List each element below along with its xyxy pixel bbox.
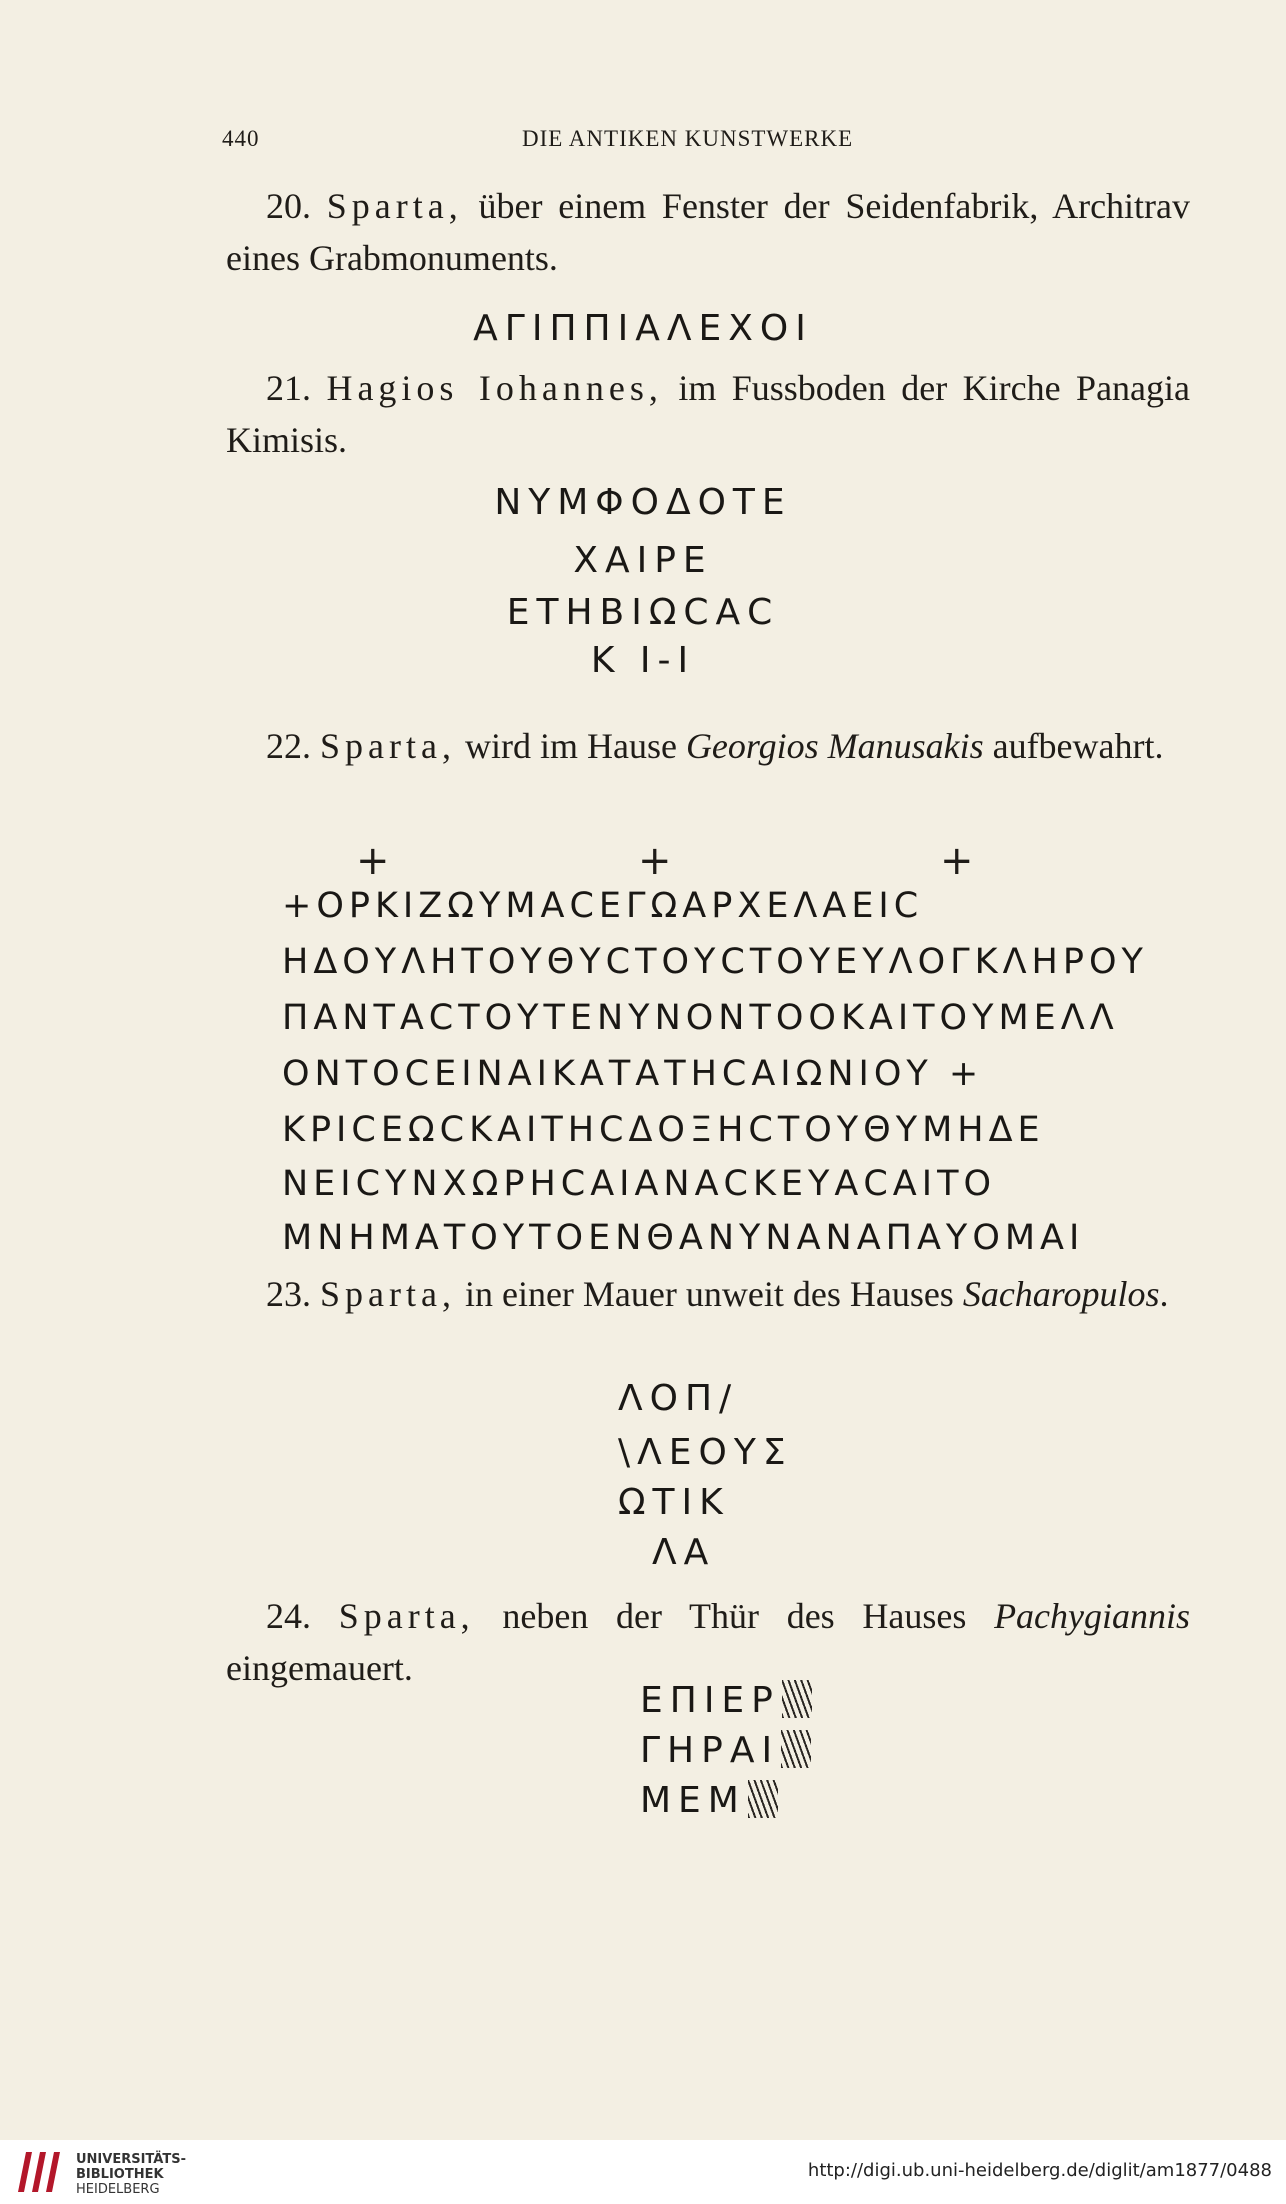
entry-23 xyxy=(226,1268,1190,1320)
entry-number: 21. xyxy=(266,368,311,408)
entry-text: eingemauert. xyxy=(226,1648,413,1688)
inscription-24-line xyxy=(640,1680,812,1721)
inscription-23-line: ΛΑ xyxy=(652,1532,716,1573)
entry-place: Sparta, xyxy=(320,726,456,766)
entry-place: Sparta, xyxy=(326,186,463,226)
library-name-line: HEIDELBERG xyxy=(76,2182,160,2197)
entry-number: 22. xyxy=(266,726,311,766)
inscription-21-line: ΝΥΜΦΟΔΟΤΕ xyxy=(494,482,792,523)
entry-italic-name: Pachygiannis xyxy=(994,1596,1191,1636)
inscription-21-line: ΧΑΙΡΕ xyxy=(573,540,713,581)
cross-mark: + xyxy=(638,838,672,884)
entry-text: . xyxy=(1159,1274,1169,1314)
entry-20 xyxy=(226,180,1190,284)
entry-number: 20. xyxy=(266,186,311,226)
inscription-23-line: ΩΤΙΚ xyxy=(618,1482,730,1523)
inscription-21-line: ΕΤΗΒΙΩϹΑϹ xyxy=(506,592,780,633)
inscription-22-line: ΜΝΗΜΑΤΟΥΤΟΕΝΘΑΝΥΝΑΝΑΠΑΥΟΜΑΙ xyxy=(282,1218,1085,1258)
library-name-line: BIBLIOTHEK xyxy=(76,2167,164,2182)
inscription-21-line: Κ Ι-Ι xyxy=(590,640,696,681)
digitization-footer xyxy=(0,2140,1286,2204)
inscription-22-line: ΝΕΙϹΥΝΧΩΡΗϹΑΙΑΝΑϹΚΕΥΑϹΑΙΤΟ xyxy=(282,1164,996,1204)
damage-hatch-icon xyxy=(748,1780,778,1818)
damage-hatch-icon xyxy=(781,1730,811,1768)
inscription-22-line: ΟΝΤΟϹΕΙΝΑΙΚΑΤΑΤΗϹΑΙΩΝΙΟΥ + xyxy=(282,1054,984,1094)
entry-21 xyxy=(226,362,1190,466)
inscription-22-line: ΠΑΝΤΑϹΤΟΥΤΕΝΥΝΟΝΤΟΟΚΑΙΤΟΥΜΕΛΛ xyxy=(282,998,1119,1038)
entry-place: Hagios Iohannes, xyxy=(326,368,663,408)
inscription-22-line: +ΟΡΚΙΖΩΥΜΑϹΕΓΩΑΡΧΕΛΑΕΙϹ xyxy=(282,886,924,926)
library-name-line: UNIVERSITÄTS- xyxy=(76,2152,186,2167)
permalink-url[interactable]: http://digi.ub.uni-heidelberg.de/diglit/am1877/0488 xyxy=(807,2160,1272,2181)
running-title: DIE ANTIKEN KUNSTWERKE xyxy=(522,126,854,151)
cross-mark: + xyxy=(356,838,390,884)
running-header xyxy=(222,126,902,152)
entry-text: über einem Fenster der Seidenfabrik, Architrav eines Grabmonuments. xyxy=(226,186,1191,278)
inscription-22-line: ΗΔΟΥΛΗΤΟΥΘΥϹΤΟΥϹΤΟΥΕΥΛΟΓΚΛΗΡΟΥ xyxy=(282,942,1148,982)
library-name xyxy=(76,2152,186,2197)
entry-number: 23. xyxy=(266,1274,311,1314)
entry-text: wird im Hause xyxy=(464,726,677,766)
inscription-20-line: ΑΓΙΠΠΙΑΛΕΧΟΙ xyxy=(473,308,813,349)
inscription-24-text: ΓΗΡΑΙ xyxy=(640,1730,780,1771)
entry-italic-name: Georgios Manusakis xyxy=(685,726,984,766)
inscription-24-text: ΜΕΜ xyxy=(640,1780,746,1821)
university-library-logo-icon xyxy=(12,2146,64,2198)
inscription-22-line: ΚΡΙϹΕΩϹΚΑΙΤΗϹΔΟΞΗϹΤΟΥΘΥΜΗΔΕ xyxy=(282,1110,1045,1150)
entry-italic-name: Sacharopulos xyxy=(962,1274,1160,1314)
entry-22 xyxy=(226,720,1190,772)
inscription-24-text: ΕΠΙΕΡ xyxy=(640,1680,780,1721)
entry-text: in einer Mauer unweit des Hauses xyxy=(464,1274,954,1314)
cross-mark: + xyxy=(940,838,974,884)
damage-hatch-icon xyxy=(782,1680,812,1718)
inscription-23-line: \ΛΕΟΥΣ xyxy=(618,1432,793,1473)
entry-place: Sparta, xyxy=(320,1274,456,1314)
entry-24 xyxy=(226,1590,1190,1694)
entry-text: im Fussboden der Kirche Panagia Kimisis. xyxy=(226,368,1191,460)
inscription-23-line: ΛΟΠ/ xyxy=(618,1378,739,1419)
entry-text: aufbewahrt. xyxy=(992,726,1164,766)
entry-number: 24. xyxy=(266,1596,311,1636)
inscription-24-line xyxy=(640,1780,778,1821)
page-number: 440 xyxy=(222,126,260,151)
inscription-22-crosses xyxy=(0,838,1286,882)
inscription-24-line xyxy=(640,1730,811,1771)
entry-text: neben der Thür des Hauses xyxy=(502,1596,967,1636)
entry-place: Sparta, xyxy=(338,1596,475,1636)
